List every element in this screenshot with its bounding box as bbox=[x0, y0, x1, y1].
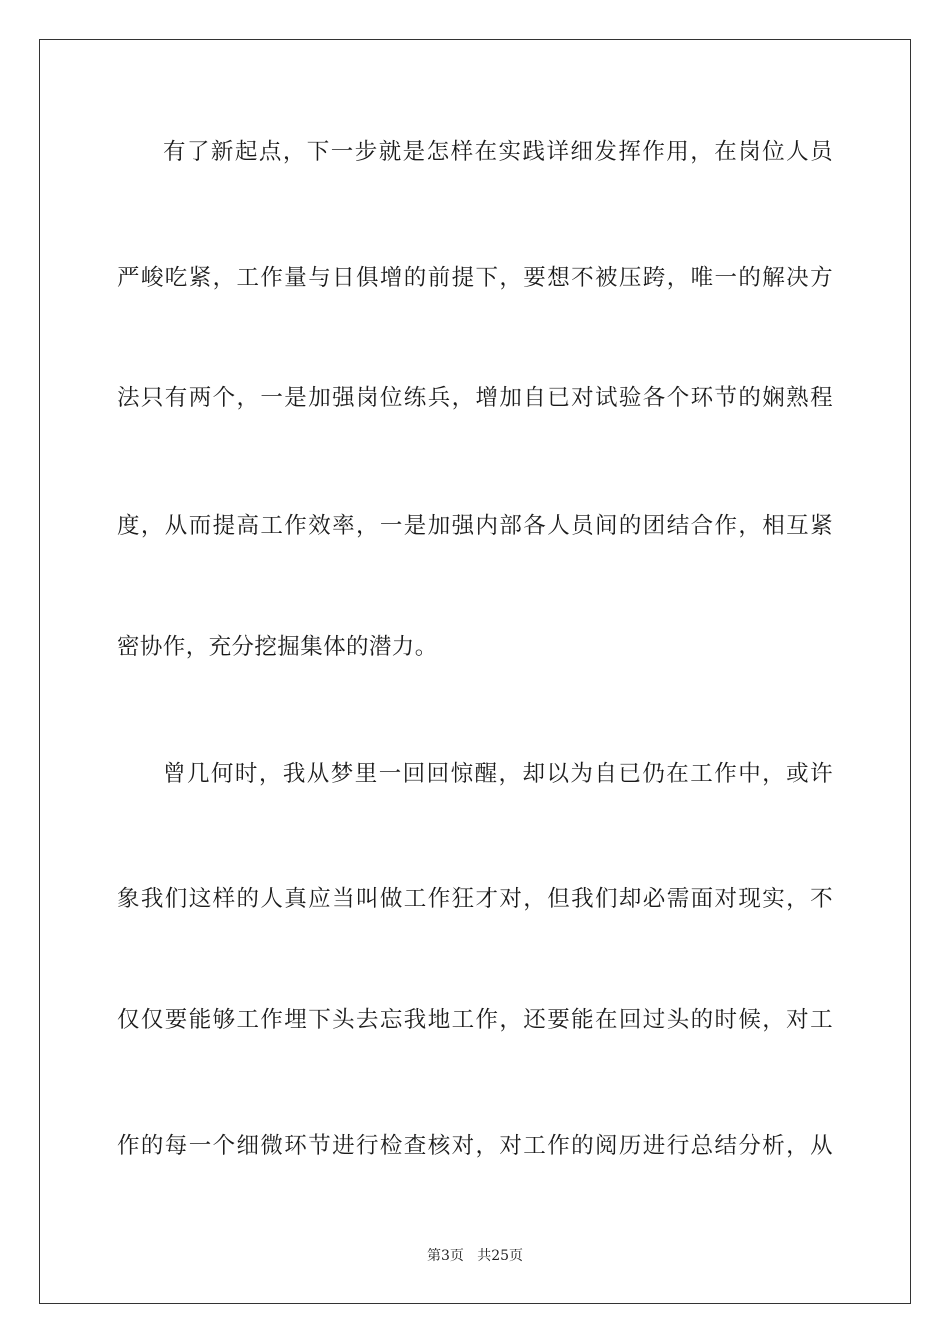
paragraph-1-line-2: 严峻吃紧，工作量与日俱增的前提下，要想不被压跨，唯一的解决方 bbox=[117, 265, 833, 291]
paragraph-1-line-3: 法只有两个，一是加强岗位练兵，增加自已对试验各个环节的娴熟程 bbox=[117, 385, 833, 411]
page-number-footer: 第3页 共25页 bbox=[426, 1248, 524, 1264]
paragraph-1-line-5: 密协作，充分挖掘集体的潜力。 bbox=[117, 634, 438, 660]
paragraph-2-line-3: 仅仅要能够工作埋下头去忘我地工作，还要能在回过头的时候，对工 bbox=[117, 1007, 833, 1033]
page-border bbox=[39, 39, 911, 1304]
paragraph-2-line-1: 曾几何时，我从梦里一回回惊醒，却以为自已仍在工作中，或许 bbox=[163, 761, 833, 787]
paragraph-2-line-4: 作的每一个细微环节进行检查核对，对工作的阅历进行总结分析，从 bbox=[117, 1133, 833, 1159]
paragraph-2-line-2: 象我们这样的人真应当叫做工作狂才对，但我们却必需面对现实，不 bbox=[117, 886, 833, 912]
paragraph-1-line-4: 度，从而提高工作效率，一是加强内部各人员间的团结合作，相互紧 bbox=[117, 513, 833, 539]
paragraph-1-line-1: 有了新起点，下一步就是怎样在实践详细发挥作用，在岗位人员 bbox=[163, 139, 833, 165]
